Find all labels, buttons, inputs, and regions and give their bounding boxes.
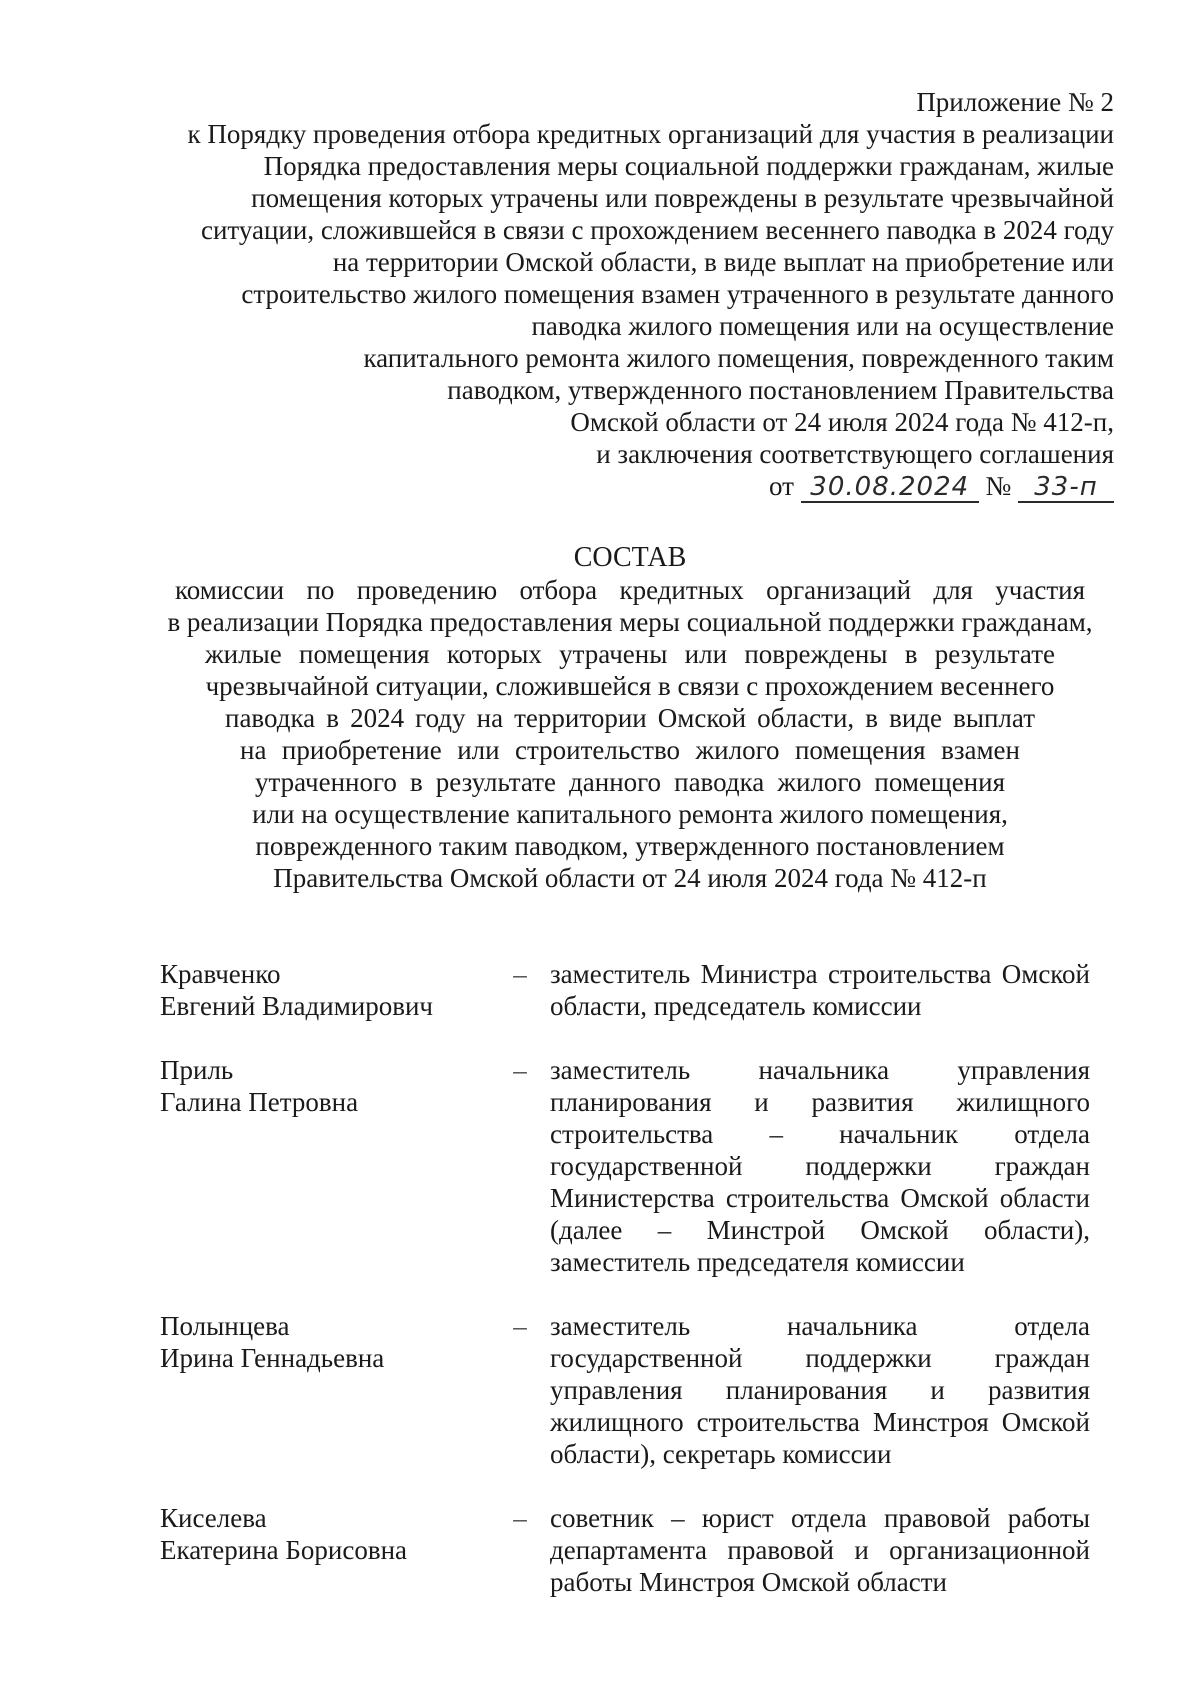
appendix-line: паводка жилого помещения или на осуществление	[531, 311, 1114, 341]
member-dash: –	[513, 959, 527, 989]
appendix-line: строительство жилого помещения взамен утраченного в результате данного	[241, 279, 1114, 309]
commission-members	[160, 958, 1090, 1630]
appendix-line: паводком, утвержденного постановлением Правительства	[447, 375, 1114, 405]
member-given-name: Екатерина Борисовна	[160, 1535, 408, 1565]
date-prefix: от	[769, 471, 794, 501]
member-row	[160, 1502, 1090, 1598]
title-line: жилые помещения которых утрачены или повреждены в результате	[205, 639, 1055, 669]
role-line: департамента правовой и организационной	[550, 1535, 1090, 1565]
handwritten-number: 33-п	[1018, 473, 1114, 503]
title-heading: СОСТАВ	[573, 542, 687, 573]
role-line: заместитель начальника управления	[550, 1055, 1090, 1085]
member-name	[160, 1502, 490, 1598]
appendix-line: ситуации, сложившейся в связи с прохождением весеннего паводка в 2024 году	[200, 215, 1114, 245]
member-name	[160, 1310, 490, 1470]
appendix-line: Омской области от 24 июля 2024 года № 412-п,	[570, 407, 1114, 437]
member-role	[550, 958, 1090, 1022]
member-surname: Приль	[160, 1055, 234, 1085]
appendix-line: капитального ремонта жилого помещения, поврежденного таким	[363, 343, 1114, 373]
role-line: государственной поддержки граждан	[550, 1343, 1090, 1373]
member-name	[160, 958, 490, 1022]
role-line: Министерства строительства Омской области	[550, 1183, 1090, 1213]
title-line: комиссии по проведению отбора кредитных организаций для участия	[175, 575, 1085, 605]
role-line: советник – юрист отдела правовой работы	[550, 1503, 1090, 1533]
role-line: области), секретарь комиссии	[550, 1439, 892, 1469]
appendix-date-line	[114, 470, 1114, 503]
title-line: утраченного в результате данного паводка жилого помещения	[255, 767, 1005, 797]
member-surname: Кравченко	[160, 959, 281, 989]
member-role	[550, 1310, 1090, 1470]
member-dash: –	[513, 1311, 527, 1341]
role-line: заместитель Министра строительства Омской	[550, 959, 1090, 989]
title-line: в реализации Порядка предоставления меры социальной поддержки гражданам,	[167, 607, 1093, 637]
member-surname: Киселева	[160, 1503, 267, 1533]
role-line: государственной поддержки граждан	[550, 1151, 1090, 1181]
member-given-name: Ирина Геннадьевна	[160, 1343, 385, 1373]
appendix-line: Приложение № 2	[916, 87, 1114, 117]
member-given-name: Евгений Владимирович	[160, 991, 434, 1021]
member-role	[550, 1502, 1090, 1598]
role-line: жилищного строительства Минстроя Омской	[550, 1407, 1090, 1437]
role-line: заместитель начальника отдела	[550, 1311, 1090, 1341]
member-name	[160, 1054, 490, 1278]
title-line: поврежденного таким паводком, утвержденного постановлением	[255, 831, 1005, 861]
member-row	[160, 958, 1090, 1022]
member-given-name: Галина Петровна	[160, 1087, 359, 1117]
title-line: на приобретение или строительство жилого помещения взамен	[240, 735, 1020, 765]
number-prefix: №	[985, 471, 1012, 501]
title-line: паводка в 2024 году на территории Омской области, в виде выплат	[225, 703, 1035, 733]
role-line: управления планирования и развития	[550, 1375, 1090, 1405]
member-role	[550, 1054, 1090, 1278]
document-title	[140, 542, 1120, 894]
role-line: строительства – начальник отдела	[550, 1119, 1090, 1149]
appendix-line: и заключения соответствующего соглашения	[596, 439, 1114, 469]
role-line: планирования и развития жилищного	[550, 1087, 1090, 1117]
title-line: или на осуществление капитального ремонта жилого помещения,	[252, 799, 1008, 829]
role-line: работы Минстроя Омской области	[550, 1567, 947, 1597]
title-line: Правительства Омской области от 24 июля 2024 года № 412-п	[273, 863, 987, 893]
member-row	[160, 1054, 1090, 1278]
member-surname: Полынцева	[160, 1311, 290, 1341]
appendix-line: помещения которых утрачены или повреждены в результате чрезвычайной	[251, 183, 1114, 213]
member-dash: –	[513, 1503, 527, 1533]
appendix-line: к Порядку проведения отбора кредитных организаций для участия в реализации	[187, 119, 1114, 149]
title-line: чрезвычайной ситуации, сложившейся в связи с прохождением весеннего	[205, 671, 1055, 701]
handwritten-date: 30.08.2024	[801, 473, 979, 503]
member-row	[160, 1310, 1090, 1470]
appendix-header	[114, 86, 1114, 503]
role-line: заместитель председателя комиссии	[550, 1247, 965, 1277]
role-line: области, председатель комиссии	[550, 991, 922, 1021]
role-line: (далее – Минстрой Омской области),	[550, 1215, 1090, 1245]
appendix-line: Порядка предоставления меры социальной поддержки гражданам, жилые	[263, 151, 1114, 181]
member-dash: –	[513, 1055, 527, 1085]
appendix-line: на территории Омской области, в виде выплат на приобретение или	[332, 247, 1114, 277]
